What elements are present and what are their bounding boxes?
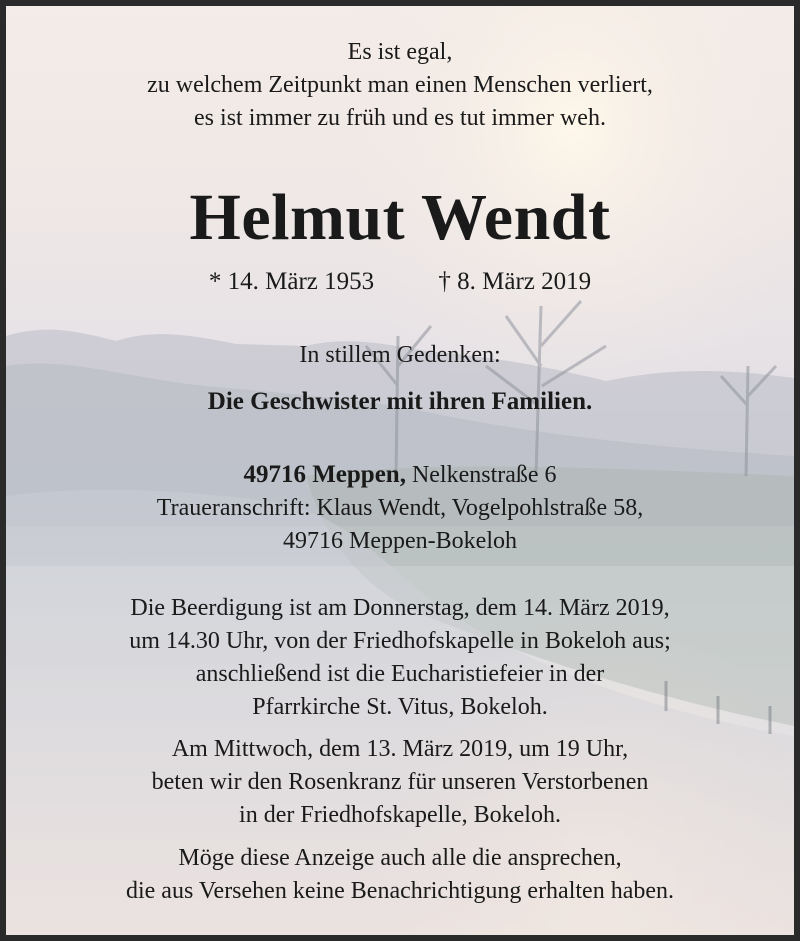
address-city: 49716 Meppen,: [243, 461, 406, 488]
rosary-details: [6, 733, 794, 832]
quote-line: Es ist egal,: [347, 39, 453, 65]
quote-line: zu welchem Zeitpunkt man einen Menschen verliert,: [147, 72, 653, 98]
rosary-line: beten wir den Rosenkranz für unseren Verstorbenen: [151, 769, 649, 795]
life-dates: [6, 266, 794, 298]
deceased-name: Helmut Wendt: [189, 181, 611, 254]
funeral-line: um 14.30 Uhr, von der Friedhofskapelle in Bokeloh aus;: [129, 628, 671, 654]
rosary-line: in der Friedhofskapelle, Bokeloh.: [239, 802, 561, 828]
birth-date: * 14. März 1953: [208, 268, 375, 295]
closing-note: [6, 842, 794, 908]
mourning-address: Traueranschrift: Klaus Wendt, Vogelpohlstraße 58,: [156, 495, 644, 521]
opening-quote: [6, 36, 794, 135]
quote-line: es ist immer zu früh und es tut immer weh.: [194, 105, 606, 131]
funeral-details: [6, 592, 794, 724]
address-street: Nelkenstraße 6: [411, 462, 557, 488]
funeral-line: Die Beerdigung ist am Donnerstag, dem 14. März 2019,: [130, 595, 670, 621]
mourners: Die Geschwister mit ihren Familien.: [207, 388, 593, 415]
closing-line: die aus Versehen keine Benachrichtigung erhalten haben.: [125, 878, 674, 904]
rosary-line: Am Mittwoch, dem 13. März 2019, um 19 Uhr,: [171, 736, 629, 762]
death-date: † 8. März 2019: [438, 268, 592, 295]
funeral-line: Pfarrkirche St. Vitus, Bokeloh.: [252, 694, 548, 720]
mourning-city: 49716 Meppen-Bokeloh: [283, 528, 517, 554]
address-block: [6, 458, 794, 558]
family-address: [6, 458, 794, 492]
funeral-line: anschließend ist die Eucharistiefeier in der: [195, 661, 605, 687]
remembrance-heading: In stillem Gedenken:: [299, 342, 501, 368]
closing-line: Möge diese Anzeige auch alle die ansprechen,: [178, 845, 622, 871]
